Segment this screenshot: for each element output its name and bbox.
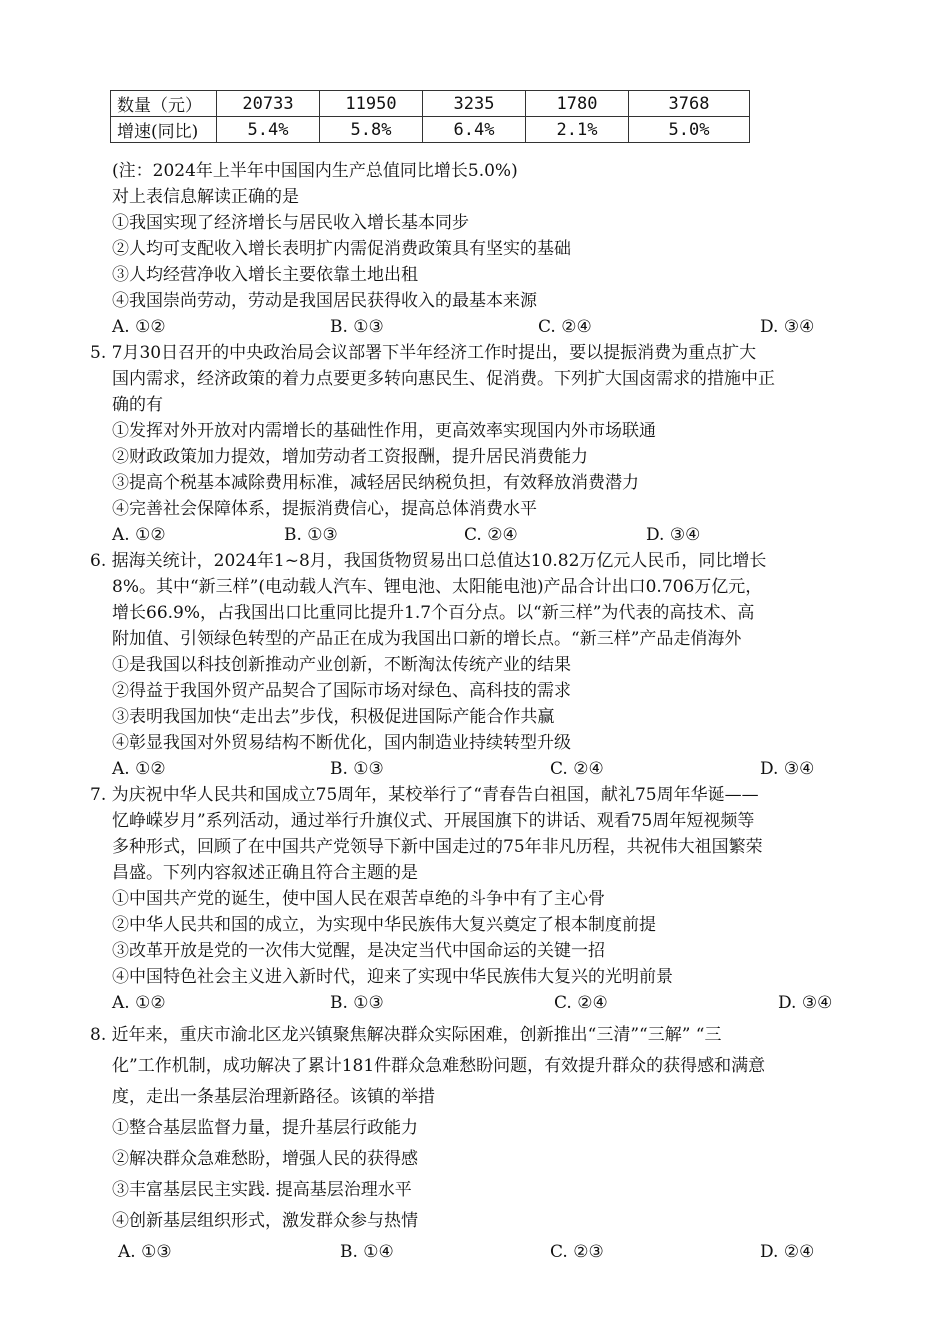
- option-d[interactable]: D. ②④: [760, 1242, 815, 1262]
- statement-1: ①我国实现了经济增长与居民收入增长基本同步: [112, 213, 469, 233]
- question-6-stem-line: 附加值、引领绿色转型的产品正在成为我国出口新的增长点。“新三样”产品走俏海外: [112, 629, 742, 649]
- option-d[interactable]: D. ③④: [778, 993, 833, 1013]
- statement-4: ④彰显我国对外贸易结构不断优化，国内制造业持续转型升级: [112, 733, 571, 753]
- answer-options: [118, 1240, 848, 1264]
- question-7-stem-line: 7. 为庆祝中华人民共和国成立75周年，某校举行了“青春告白祖国，献礼75周年华诞——: [90, 785, 759, 805]
- table-cell: 1780: [526, 91, 629, 117]
- statement-4: ④我国崇尚劳动，劳动是我国居民获得收入的最基本来源: [112, 291, 537, 311]
- statement-3: ③提高个税基本减除费用标准，减轻居民纳税负担，有效释放消费潜力: [112, 473, 639, 493]
- statement-2: ②财政政策加力提效，增加劳动者工资报酬，提升居民消费能力: [112, 447, 588, 467]
- option-b[interactable]: B. ①③: [330, 317, 384, 337]
- income-table: [110, 90, 750, 143]
- statement-1: ①发挥对外开放对内需增长的基础性作用，更高效率实现国内外市场联通: [112, 421, 656, 441]
- option-b[interactable]: B. ①④: [340, 1242, 394, 1262]
- table-note: (注：2024年上半年中国国内生产总值同比增长5.0%): [112, 161, 518, 181]
- table-row: [111, 91, 750, 117]
- answer-options: [112, 315, 842, 339]
- option-a[interactable]: A. ①③: [118, 1242, 172, 1262]
- option-d[interactable]: D. ③④: [760, 759, 815, 779]
- question-7-stem-line: 忆峥嵘岁月”系列活动，通过举行升旗仪式、开展国旗下的讲话、观看75周年短视频等: [112, 811, 755, 831]
- answer-options: [112, 757, 842, 781]
- option-c[interactable]: C. ②③: [550, 1242, 604, 1262]
- statement-3: ③人均经营净收入增长主要依靠土地出租: [112, 265, 418, 285]
- statement-4: ④中国特色社会主义进入新时代，迎来了实现中华民族伟大复兴的光明前景: [112, 967, 673, 987]
- table-row: [111, 117, 750, 143]
- row-label: 增速(同比): [111, 117, 217, 143]
- question-5-stem-line: 确的有: [112, 395, 163, 415]
- question-8-stem-line: 8. 近年来，重庆市渝北区龙兴镇聚焦解决群众实际困难，创新推出“三清”“三解” “三: [90, 1025, 722, 1045]
- question-5-stem-line: 5. 7月30日召开的中央政治局会议部署下半年经济工作时提出，要以提振消费为重点扩大: [90, 343, 757, 363]
- question-6-stem-line: 6. 据海关统计，2024年1~8月，我国货物贸易出口总值达10.82万亿元人民币，同比增长: [90, 551, 767, 571]
- statement-2: ②得益于我国外贸产品契合了国际市场对绿色、高科技的需求: [112, 681, 571, 701]
- option-a[interactable]: A. ①②: [112, 525, 166, 545]
- table-cell: 5.8%: [320, 117, 423, 143]
- question-6-stem-line: 增长66.9%，占我国出口比重同比提升1.7个百分点。以“新三样”为代表的高技术、高: [112, 603, 755, 623]
- question-5-stem-line: 国内需求，经济政策的着力点要更多转向惠民生、促消费。下列扩大国卤需求的措施中正: [112, 369, 775, 389]
- row-label: 数量（元）: [111, 91, 217, 117]
- statement-1: ①是我国以科技创新推动产业创新，不断淘汰传统产业的结果: [112, 655, 571, 675]
- table-cell: 11950: [320, 91, 423, 117]
- statement-4: ④完善社会保障体系，提振消费信心，提高总体消费水平: [112, 499, 537, 519]
- statement-2: ②解决群众急难愁盼，增强人民的获得感: [112, 1149, 418, 1169]
- option-a[interactable]: A. ①②: [112, 317, 166, 337]
- statement-2: ②人均可支配收入增长表明扩内需促消费政策具有坚实的基础: [112, 239, 571, 259]
- option-b[interactable]: B. ①③: [330, 993, 384, 1013]
- option-d[interactable]: D. ③④: [760, 317, 815, 337]
- option-a[interactable]: A. ①②: [112, 993, 166, 1013]
- statement-2: ②中华人民共和国的成立，为实现中华民族伟大复兴奠定了根本制度前提: [112, 915, 656, 935]
- option-b[interactable]: B. ①③: [284, 525, 338, 545]
- question-7-stem-line: 多种形式，回顾了在中国共产党领导下新中国走过的75年非凡历程，共祝伟大祖国繁荣: [112, 837, 763, 857]
- statement-3: ③丰富基层民主实践. 提高基层治理水平: [112, 1180, 412, 1200]
- option-c[interactable]: C. ②④: [538, 317, 592, 337]
- answer-options: [112, 991, 852, 1015]
- option-b[interactable]: B. ①③: [330, 759, 384, 779]
- statement-1: ①整合基层监督力量，提升基层行政能力: [112, 1118, 418, 1138]
- table-cell: 2.1%: [526, 117, 629, 143]
- table-cell: 5.4%: [217, 117, 320, 143]
- statement-3: ③表明我国加快“走出去”步伐，积极促进国际产能合作共赢: [112, 707, 555, 727]
- table-cell: 5.0%: [629, 117, 750, 143]
- question-stem: 对上表信息解读正确的是: [112, 187, 299, 207]
- statement-3: ③改革开放是党的一次伟大觉醒，是决定当代中国命运的关键一招: [112, 941, 605, 961]
- statement-4: ④创新基层组织形式，激发群众参与热情: [112, 1211, 418, 1231]
- option-c[interactable]: C. ②④: [554, 993, 608, 1013]
- answer-options: [112, 523, 752, 547]
- question-7-stem-line: 昌盛。下列内容叙述正确且符合主题的是: [112, 863, 418, 883]
- statement-1: ①中国共产党的诞生，使中国人民在艰苦卓绝的斗争中有了主心骨: [112, 889, 605, 909]
- option-a[interactable]: A. ①②: [112, 759, 166, 779]
- question-8-stem-line: 化”工作机制，成功解决了累计181件群众急难愁盼问题，有效提升群众的获得感和满意: [112, 1056, 766, 1076]
- option-c[interactable]: C. ②④: [550, 759, 604, 779]
- table-cell: 3768: [629, 91, 750, 117]
- option-c[interactable]: C. ②④: [464, 525, 518, 545]
- table-cell: 20733: [217, 91, 320, 117]
- option-d[interactable]: D. ③④: [646, 525, 701, 545]
- question-6-stem-line: 8%。其中“新三样”(电动载人汽车、锂电池、太阳能电池)产品合计出口0.706万亿元，: [112, 577, 763, 597]
- question-8-stem-line: 度，走出一条基层治理新路径。该镇的举措: [112, 1087, 435, 1107]
- table-cell: 6.4%: [423, 117, 526, 143]
- table-cell: 3235: [423, 91, 526, 117]
